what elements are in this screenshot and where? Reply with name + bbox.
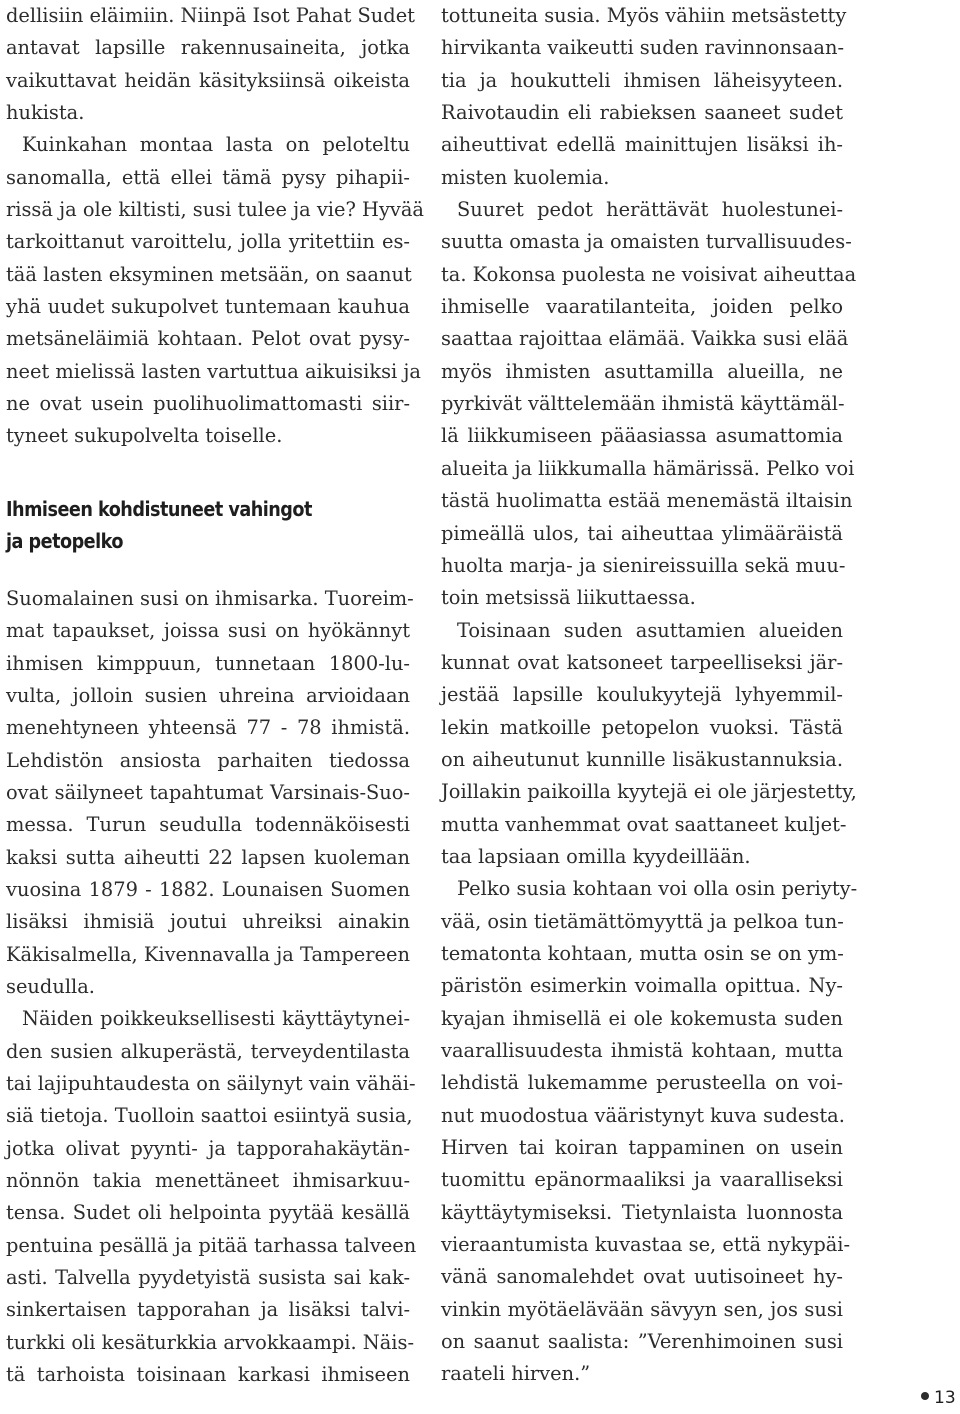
text-line: Toisinaan suden asuttamien alueiden [457, 618, 843, 642]
text-line: seudulla. [6, 974, 95, 998]
text-line: messa. Turun seudulla todennäköisesti [6, 813, 410, 837]
text-line: asti. Talvella pyydetyistä susista sai kak- [6, 1266, 410, 1290]
text-line: rissä ja ole kiltisti, susi tulee ja vie? Hyvää [6, 198, 424, 222]
text-line: yhä uudet sukupolvet tuntemaan kauhua [6, 295, 410, 319]
text-line: raateli hirven.” [441, 1362, 591, 1386]
text-line: menehtyneen yhteensä 77 - 78 ihmistä. [6, 716, 410, 740]
text-line: vaikuttavat heidän käsityksiinsä oikeista [6, 68, 410, 92]
text-line: tästä huolimatta estää menemästä iltaisin [441, 489, 853, 513]
text-line: den susien alkuperästä, terveydentilasta [6, 1039, 410, 1063]
text-line: sanomalla, että ellei tämä pysy pihapii- [6, 165, 410, 189]
bullet-dot-icon [921, 1392, 929, 1400]
text-line: on saanut saalista: ”Verenhimoinen susi [441, 1330, 843, 1354]
text-line: pimeällä ulos, tai aiheuttaa ylimääräistä [441, 521, 843, 545]
text-line: käyttäytymiseksi. Tietynlaista luonnosta [441, 1200, 843, 1224]
text-line: jestää lapsille koulukyytejä lyhyemmil- [441, 683, 843, 707]
page-number [921, 1388, 956, 1408]
text-line: ne ovat usein puolihuolimattomasti siir- [6, 392, 410, 416]
text-line: pentuina pesällä ja pitää tarhassa talveen [6, 1233, 417, 1257]
page-number-text: 13 [934, 1388, 956, 1408]
text-line: tensa. Sudet oli helpointa pyytää kesällä [6, 1201, 410, 1225]
text-line: Hirven tai koiran tappaminen on usein [441, 1136, 843, 1160]
text-line: vuosina 1879 - 1882. Lounaisen Suomen [6, 877, 410, 901]
text-line: Joillakin paikoilla kyytejä ei ole järjestetty, [441, 780, 857, 804]
heading-line: Ihmiseen kohdistuneet vahingot [6, 496, 312, 521]
text-line: kaksi sutta aiheutti 22 lapsen kuoleman [6, 845, 410, 869]
text-line: lisäksi ihmisiä joutui uhreiksi ainakin [6, 910, 410, 934]
text-line: misten kuolemia. [441, 165, 610, 189]
text-line: Raivotaudin eli rabieksen saaneet sudet [441, 101, 843, 125]
text-line: turkki oli kesäturkkia arvokkaampi. Näis- [6, 1330, 415, 1354]
text-line: sinkertaisen tapporahan ja lisäksi talvi- [6, 1298, 410, 1322]
paragraph [441, 0, 847, 194]
text-line: tottuneita susia. Myös vähiin metsästetty [441, 4, 847, 27]
text-line: tarkoittanut varoittelu, jolla yritettiin es- [6, 230, 410, 254]
text-line: ihmisen kimppuun, tunnetaan 1800-lu- [6, 651, 410, 675]
text-line: myös ihmisten asuttamilla alueilla, ne [441, 359, 843, 383]
left-column [6, 0, 424, 1391]
text-line: vänä sanomalehdet ovat uutisoineet hy- [441, 1265, 843, 1289]
heading-line: ja petopelko [6, 528, 123, 553]
text-line: dellisiin eläimiin. Niinpä Isot Pahat Sudet [6, 4, 415, 27]
text-line: lehdistä lukemamme perusteella on voi- [441, 1071, 843, 1095]
text-line: päristön esimerkin voimalla opittua. Ny- [441, 974, 843, 998]
paragraph [6, 1003, 417, 1391]
text-line: on aiheutunut kunnille lisäkustannuksia. [441, 747, 843, 771]
text-line: Pelko susia kohtaan voi olla osin periyty- [457, 877, 858, 901]
text-line: nut muodostua vääristynyt kuva sudesta. [441, 1103, 845, 1127]
text-line: tematonta kohtaan, mutta osin se on ym- [441, 941, 844, 965]
text-line: tyneet sukupolvelta toiselle. [6, 424, 283, 448]
text-line: kunnat ovat katsoneet tarpeelliseksi jär- [441, 650, 843, 674]
text-line: Kuinkahan montaa lasta on peloteltu [22, 133, 410, 157]
text-line: Lehdistön ansiosta parhaiten tiedossa [6, 748, 410, 772]
text-line: vää, osin tietämättömyyttä ja pelkoa tun- [441, 909, 844, 933]
text-line: alueita ja liikkumalla hämärissä. Pelko voi [441, 456, 855, 480]
text-line: Käkisalmella, Kivennavalla ja Tampereen [6, 942, 410, 966]
text-line: tä tarhoista toisinaan karkasi ihmiseen [6, 1363, 410, 1387]
text-line: tää lasten eksyminen metsään, on saanut [6, 262, 412, 286]
text-line: mat tapaukset, joissa susi on hyökännyt [6, 619, 410, 643]
text-line: vaarallisuudesta ihmistä kohtaan, mutta [441, 1039, 843, 1062]
text-line: vulta, jolloin susien uhreina arvioidaan [6, 683, 410, 707]
text-line: antavat lapsille rakennusaineita, jotka [6, 36, 410, 60]
text-line: tia ja houkutteli ihmisen läheisyyteen. [441, 68, 843, 92]
text-line: tai lajipuhtaudesta on säilynyt vain vähäi- [6, 1071, 416, 1095]
paragraph [6, 129, 424, 452]
text-line: ihmiselle vaaratilanteita, joiden pelko [441, 295, 843, 319]
text-line: nönnön takia menettäneet ihmisarkuu- [6, 1169, 410, 1192]
text-line: mutta vanhemmat ovat saattaneet kuljet- [441, 812, 847, 836]
section-heading [6, 493, 410, 557]
paragraph [6, 0, 415, 129]
text-line: saattaa rajoittaa elämää. Vaikka susi elää [441, 327, 849, 351]
text-line: metsäneläimiä kohtaan. Pelot ovat pysy- [6, 327, 410, 351]
text-line: jotka olivat pyynti- ja tapporahakäytän- [6, 1136, 410, 1160]
text-line: neet mielissä lasten vartuttua aikuisiksi ja [6, 359, 421, 383]
text-line: kyajan ihmisellä ei ole kokemusta suden [441, 1006, 843, 1030]
text-line: Näiden poikkeuksellisesti käyttäytynei- [22, 1007, 410, 1031]
text-line: tuomittu epänormaaliksi ja vaaralliseksi [441, 1168, 843, 1192]
paragraph [441, 615, 857, 874]
text-line: suutta omasta ja omaisten turvallisuudes- [441, 230, 852, 254]
text-line: hukista. [6, 101, 85, 125]
right-column [441, 0, 858, 1391]
text-line: aiheuttivat edellä mainittujen lisäksi ih- [441, 133, 843, 157]
paragraph [441, 194, 857, 614]
text-line: Suomalainen susi on ihmisarka. Tuoreim- [6, 586, 414, 610]
text-line: hirvikanta vaikeutti suden ravinnonsaan- [441, 36, 845, 60]
paragraph [441, 873, 858, 1391]
text-line: Suuret pedot herättävät huolestunei- [457, 198, 843, 222]
text-line: vieraantumista kuvastaa se, että nykypäi- [441, 1233, 851, 1257]
text-line: ovat säilyneet tapahtumat Varsinais-Suo- [6, 780, 410, 804]
text-line: lekin matkoille petopelon vuoksi. Tästä [441, 715, 843, 739]
text-line: taa lapsiaan omilla kyydeillään. [441, 844, 751, 868]
text-line: vinkin myötäelävään sävyyn sen, jos susi [441, 1297, 843, 1321]
text-line: lä liikkumiseen pääasiassa asumattomia [441, 424, 843, 448]
text-line: ta. Kokonsa puolesta ne voisivat aiheuttaa [441, 262, 857, 286]
text-line: pyrkivät välttelemään ihmistä käyttämäl- [441, 392, 845, 416]
text-line: toin metsissä liikuttaessa. [441, 586, 696, 610]
text-line: siä tietoja. Tuolloin saattoi esiintyä susia, [6, 1104, 413, 1128]
text-line: huolta marja- ja sienireissuilla sekä muu- [441, 553, 846, 577]
paragraph [6, 583, 414, 1003]
